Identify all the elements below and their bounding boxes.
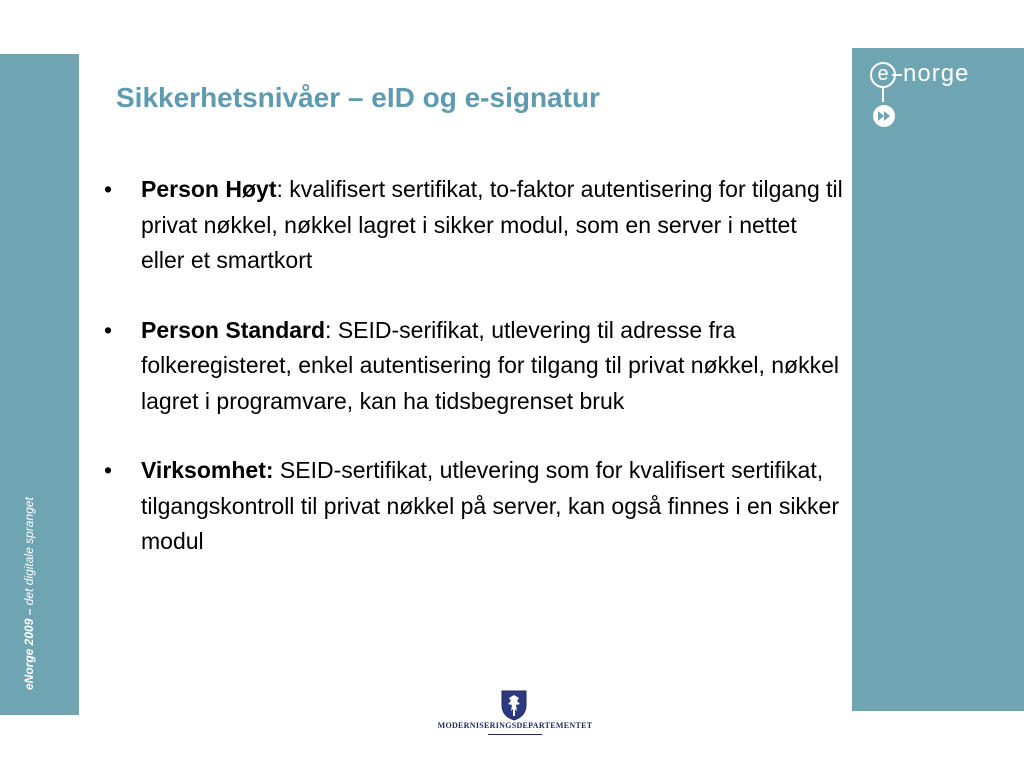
- coat-of-arms-icon: [496, 689, 532, 721]
- sidebar-footer-text: [22, 497, 36, 690]
- bullet-dot: •: [104, 316, 113, 343]
- bullet-dot: •: [104, 176, 113, 202]
- bullet-item-person-standard: [104, 313, 844, 420]
- logo-text: norge: [903, 60, 970, 87]
- slide-title: Sikkerhetsnivåer – eID og e-signatur: [116, 82, 600, 113]
- sidebar-footer-rest: det digitale spranget: [22, 497, 36, 609]
- fast-forward-icon[interactable]: [872, 104, 896, 128]
- bullet-text: : kvalifisert sertifikat, to-faktor autentisering for tilgang til privat nøkkel, nøkkel lagret i sikker modul, som en server i nettet eller et smartkort: [141, 176, 843, 273]
- bullet-label: Person Standard: [141, 316, 326, 343]
- bullet-text: : SEID-serifikat, utlevering til adresse fra folkeregisteret, enkel autentisering for tilgang til privat nøkkel, nøkkel lagret i programvare, kan ha tidsbegrenset bruk: [141, 316, 839, 414]
- left-sidebar: [0, 54, 79, 715]
- department-name: MODERNISERINGSDEPARTEMENTET: [437, 721, 593, 730]
- bullet-item-person-hoyt: [104, 172, 844, 279]
- bullet-list: [104, 172, 844, 594]
- bullet-dot: •: [104, 457, 113, 483]
- logo-stem: [882, 88, 884, 102]
- logo-e-letter: e: [870, 62, 896, 88]
- bullet-label: Virksomhet:: [141, 457, 274, 483]
- bullet-text: SEID-sertifikat, utlevering som for kvalifisert sertifikat, tilgangskontroll til privat nøkkel på server, kan også finnes i en sikker modul: [141, 457, 839, 554]
- bullet-item-virksomhet: [104, 453, 844, 560]
- right-sidebar: [852, 48, 1024, 711]
- sidebar-footer-strong: eNorge 2009 –: [22, 608, 36, 690]
- enorge-logo: [870, 60, 1000, 96]
- logo-dash: [892, 74, 902, 76]
- department-rule: [488, 734, 542, 735]
- bullet-label: Person Høyt: [141, 176, 277, 202]
